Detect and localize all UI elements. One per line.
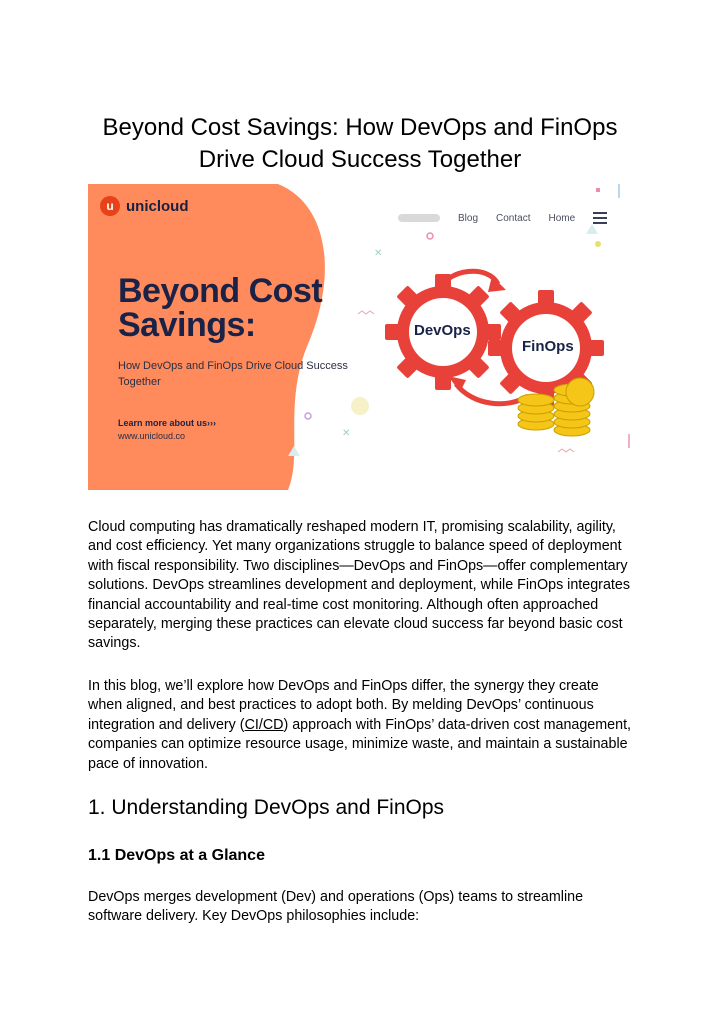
nav-item-home: Home bbox=[548, 212, 576, 224]
banner-headline bbox=[118, 274, 438, 342]
banner-subheadline-line-2: Together bbox=[118, 376, 161, 388]
document-title bbox=[60, 112, 660, 176]
nav-item-contact: Contact bbox=[496, 212, 531, 224]
confetti-dot bbox=[351, 397, 369, 415]
title-line-1: Beyond Cost Savings: How DevOps and FinOps bbox=[102, 114, 618, 141]
ci-cd-link[interactable]: CI/CD bbox=[244, 716, 284, 733]
search-bar bbox=[398, 214, 440, 222]
confetti-triangle bbox=[586, 224, 598, 234]
devops-intro-paragraph: DevOps merges development (Dev) and operations (Ops) teams to streamline software delivery. Key DevOps philosophies include: bbox=[88, 889, 584, 925]
confetti-zigzag bbox=[558, 449, 574, 452]
brand bbox=[100, 196, 189, 216]
confetti-dot bbox=[595, 241, 601, 247]
blog-text-after-link: ) approach with FinOps’ data-driven cost management, companies can optimize resource usage, minimize waste, and maintain a sustainable pace of innovation. bbox=[88, 716, 632, 772]
confetti-square bbox=[596, 188, 600, 192]
banner-cta-label: Learn more about us bbox=[118, 418, 208, 428]
confetti-dot bbox=[305, 413, 311, 419]
title-line-2: Drive Cloud Success Together bbox=[198, 146, 522, 173]
banner-cta bbox=[118, 418, 216, 428]
banner-subheadline-line-1: How DevOps and FinOps Drive Cloud Success bbox=[118, 360, 348, 372]
banner-nav bbox=[398, 212, 607, 224]
section-heading: 1. Understanding DevOps and FinOps bbox=[88, 796, 445, 819]
banner-url: www.unicloud.co bbox=[118, 431, 186, 441]
banner-headline-line-1: Beyond Cost bbox=[118, 272, 323, 310]
confetti-bar bbox=[618, 184, 620, 198]
gear-label-finops: FinOps bbox=[522, 338, 574, 355]
blog-paragraph bbox=[88, 677, 636, 774]
gear-label-devops: DevOps bbox=[414, 322, 471, 339]
hero-banner-image bbox=[88, 184, 634, 490]
nav-item-blog: Blog bbox=[458, 212, 479, 224]
chevrons-right-icon: ››› bbox=[207, 418, 217, 428]
brand-logo-icon: u bbox=[100, 196, 120, 216]
intro-paragraph: Cloud computing has dramatically reshaped modern IT, promising scalability, agility, and cost efficiency. Yet many organizations struggle to balance speed of deployment with fiscal responsibility. Two disciplines—DevOps and FinOps—offer complementary solutions. DevOps streamlines development and deployment, while FinOps integrates financial accountability and real-time cost monitoring. Although often approached separately, merging these practices can elevate cloud success far beyond basic cost savings. bbox=[88, 519, 630, 652]
confetti-dot bbox=[427, 233, 433, 239]
confetti-cross: ✕ bbox=[374, 248, 383, 259]
brand-name: unicloud bbox=[126, 197, 189, 215]
confetti-bar bbox=[628, 434, 630, 448]
hamburger-menu-icon bbox=[593, 212, 607, 224]
confetti-cross: ✕ bbox=[342, 428, 351, 439]
banner-headline-line-2: Savings: bbox=[118, 306, 256, 344]
subsection-heading: 1.1 DevOps at a Glance bbox=[88, 847, 265, 864]
banner-subheadline bbox=[118, 358, 408, 390]
blog-text-before-link: In this blog, we’ll explore how DevOps and FinOps differ, the synergy they create when aligned, and best practices to adopt both. By melding DevOps’ continuous integration and delivery ( bbox=[88, 678, 599, 733]
